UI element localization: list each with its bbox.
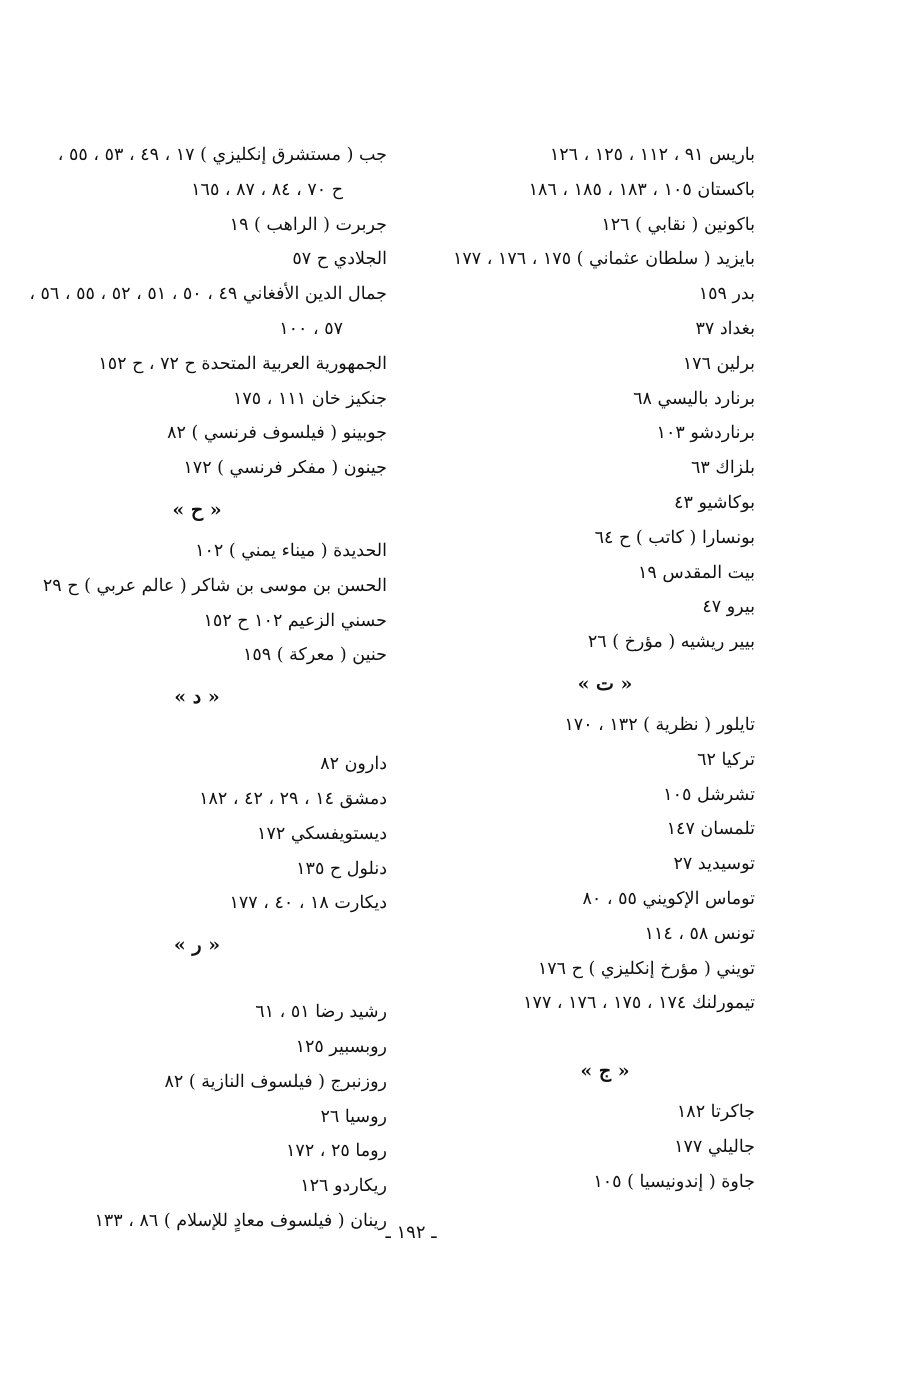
index-entry: ديكارت ١٨ ، ٤٠ ، ١٧٧ — [229, 893, 387, 914]
section-spacer — [455, 1021, 755, 1047]
index-entry: برنارد باليسي ٦٨ — [633, 388, 755, 409]
index-entry: تويني ( مؤرخ إنكليزي ) ح ١٧٦ — [537, 958, 755, 979]
index-entry: رينان ( فيلسوف معادٍ للإسلام ) ٨٦ ، ١٣٣ — [94, 1210, 387, 1231]
section-letter-heading: « ح » — [172, 498, 222, 521]
page-number: ـ ١٩٢ ـ — [385, 1222, 437, 1243]
index-entry: تايلور ( نظرية ) ١٣٢ ، ١٧٠ — [564, 714, 755, 735]
index-entry: برلين ١٧٦ — [682, 353, 755, 374]
index-entry-continuation: ٥٧ ، ١٠٠ — [279, 318, 343, 339]
index-entry: الحديدة ( ميناء يمني ) ١٠٢ — [195, 540, 387, 561]
index-entry: دارون ٨٢ — [320, 754, 387, 775]
index-entry: الجمهورية العربية المتحدة ح ٧٢ ، ح ١٥٢ — [98, 353, 387, 374]
index-entry: روسيا ٢٦ — [320, 1106, 387, 1127]
index-entry: بغداد ٣٧ — [695, 318, 755, 339]
index-entry: توسيديد ٢٧ — [673, 854, 755, 875]
section-letter-heading: « ر » — [173, 934, 221, 957]
index-entry: تركيا ٦٢ — [697, 749, 755, 770]
index-entry: ديستويفسكي ١٧٢ — [257, 823, 387, 844]
index-entry: برناردشو ١٠٣ — [656, 423, 755, 444]
index-entry: تونس ٥٨ ، ١١٤ — [644, 923, 755, 944]
section-letter-heading: « د » — [174, 686, 220, 709]
index-entry: بيير ريشيه ( مؤرخ ) ٢٦ — [587, 632, 755, 653]
index-column-left — [7, 138, 387, 1239]
index-entry: بايزيد ( سلطان عثماني ) ١٧٥ ، ١٧٦ ، ١٧٧ — [452, 249, 755, 270]
index-entry: تشرشل ١٠٥ — [663, 784, 755, 805]
index-entry: روزنبرج ( فيلسوف النازية ) ٨٢ — [164, 1071, 387, 1092]
index-entry: دمشق ١٤ ، ٢٩ ، ٤٢ ، ١٨٢ — [199, 788, 387, 809]
index-entry: الحسن بن موسى بن شاكر ( عالم عربي ) ح ٢٩ — [42, 575, 387, 596]
index-entry: باكونين ( نقابي ) ١٢٦ — [601, 214, 755, 235]
index-entry: جب ( مستشرق إنكليزي ) ١٧ ، ٤٩ ، ٥٣ ، ٥٥ ، — [57, 145, 387, 165]
index-entry: باكستان ١٠٥ ، ١٨٣ ، ١٨٥ ، ١٨٦ — [528, 179, 755, 200]
section-spacer — [7, 969, 387, 995]
index-entry: جربرت ( الراهب ) ١٩ — [229, 214, 387, 235]
index-entry: باريس ٩١ ، ١١٢ ، ١٢٥ ، ١٢٦ — [549, 145, 755, 165]
index-entry: روبسبير ١٢٥ — [295, 1036, 387, 1057]
index-entry-continuation: ح ٧٠ ، ٨٤ ، ٨٧ ، ١٦٥ — [191, 179, 343, 200]
section-spacer — [7, 721, 387, 747]
index-entry: توماس الإكويني ٥٥ ، ٨٠ — [582, 888, 755, 909]
index-entry: جينون ( مفكر فرنسي ) ١٧٢ — [183, 458, 387, 479]
index-entry: حسني الزعيم ١٠٢ ح ١٥٢ — [203, 610, 387, 631]
index-entry: بلزاك ٦٣ — [691, 458, 755, 479]
index-entry: حنين ( معركة ) ١٥٩ — [243, 645, 387, 666]
index-entry: جوبينو ( فيلسوف فرنسي ) ٨٢ — [167, 423, 387, 444]
index-entry: بوكاشيو ٤٣ — [674, 492, 755, 513]
index-entry: دنلول ح ١٣٥ — [296, 858, 387, 879]
index-entry: بيرو ٤٧ — [702, 597, 755, 618]
index-entry: بيت المقدس ١٩ — [638, 562, 755, 583]
index-entry: تلمسان ١٤٧ — [666, 819, 755, 840]
index-column-right — [452, 138, 755, 1200]
index-entry: جمال الدين الأفغاني ٤٩ ، ٥٠ ، ٥١ ، ٥٢ ، ٥٥ ، ٥٦ ، — [29, 284, 387, 305]
index-entry: روما ٢٥ ، ١٧٢ — [286, 1141, 387, 1162]
index-entry: بدر ١٥٩ — [698, 284, 755, 305]
section-letter-heading: « ج » — [580, 1060, 630, 1083]
section-letter-heading: « ت » — [577, 672, 633, 695]
index-entry: رشيد رضا ٥١ ، ٦١ — [255, 1002, 387, 1023]
index-entry: تيمورلنك ١٧٤ ، ١٧٥ ، ١٧٦ ، ١٧٧ — [523, 993, 755, 1014]
index-entry: جنكيز خان ١١١ ، ١٧٥ — [232, 388, 387, 409]
index-entry: الجلادي ح ٥٧ — [292, 249, 387, 270]
index-entry: جاكرتا ١٨٢ — [676, 1102, 755, 1123]
index-entry: جاليلي ١٧٧ — [674, 1136, 755, 1157]
index-entry: ريكاردو ١٢٦ — [300, 1176, 387, 1197]
index-entry: بونسارا ( كاتب ) ح ٦٤ — [594, 527, 755, 548]
index-entry: جاوة ( إندونيسيا ) ١٠٥ — [593, 1171, 755, 1192]
